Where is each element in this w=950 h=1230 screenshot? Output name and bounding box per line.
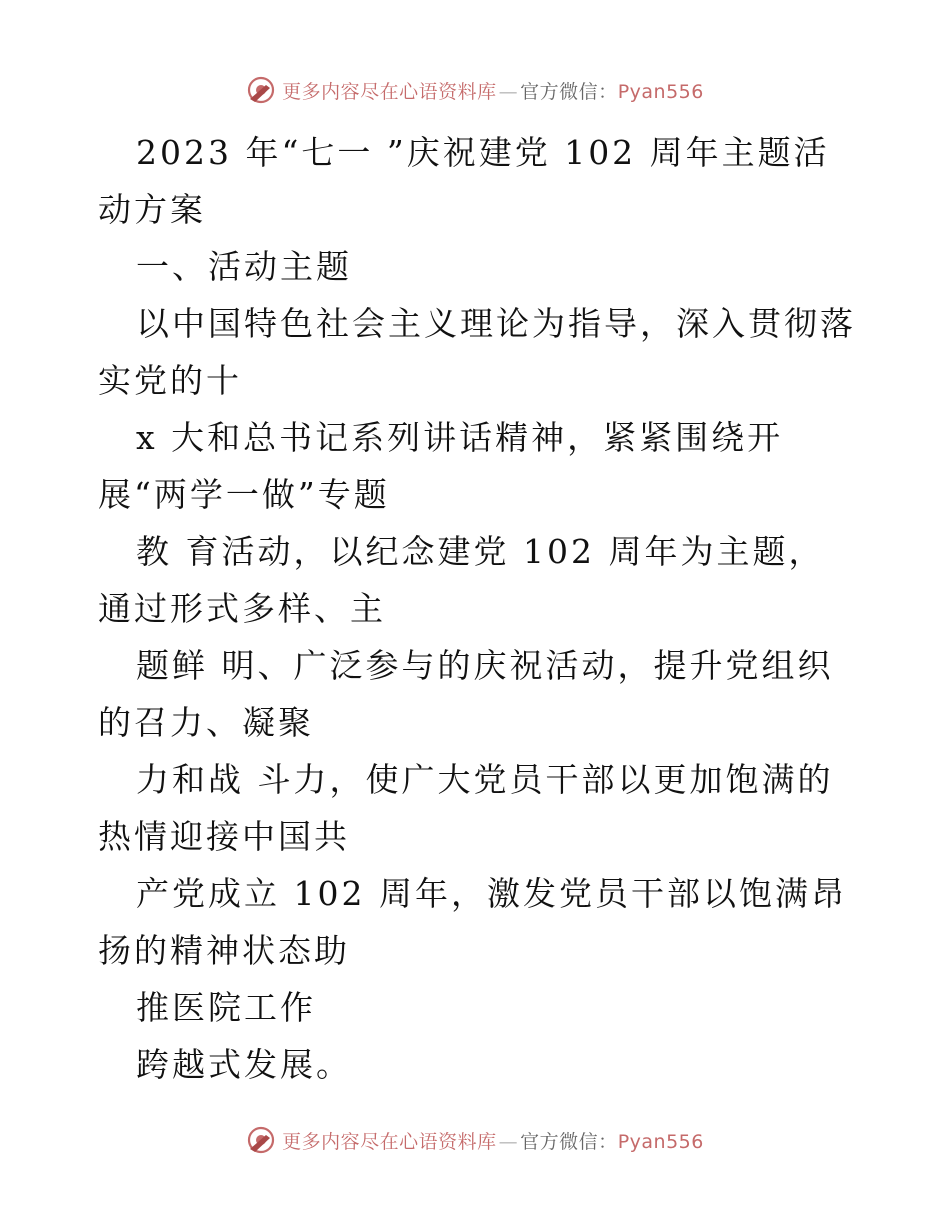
watermark-logo-icon (246, 1125, 276, 1155)
body-paragraph: x 大和总书记系列讲话精神，紧紧围绕开展“两学一做”专题 (98, 418, 784, 514)
body-paragraph: 力和战 斗力，使广大党员干部以更加饱满的热情迎接中国共 (98, 760, 834, 856)
body-paragraph: 推医院工作 (136, 988, 316, 1027)
body-paragraph: 教 育活动，以纪念建党 102 周年为主题，通过形式多样、主 (98, 532, 825, 628)
watermark-logo-icon (246, 75, 276, 105)
watermark-text: 更多内容尽在心语资料库 — 官方微信：Pyan556 (282, 1130, 704, 1153)
body-paragraph: 题鲜 明、广泛参与的庆祝活动，提升党组织的召力、凝聚 (98, 646, 834, 742)
body-paragraph: 以中国特色社会主义理论为指导，深入贯彻落实党的十 (98, 304, 856, 400)
body-paragraph: 跨越式发展。 (136, 1045, 352, 1084)
section-heading: 一、活动主题 (136, 247, 352, 286)
watermark-header (0, 70, 950, 110)
watermark-footer (0, 1120, 950, 1160)
body-paragraph: 产党成立 102 周年，激发党员干部以饱满昂扬的精神状态助 (98, 874, 847, 970)
document-title: 2023 年“七一 ”庆祝建党 102 周年主题活动方案 (98, 133, 830, 229)
document-body (98, 124, 858, 1093)
watermark-text: 更多内容尽在心语资料库 — 官方微信：Pyan556 (282, 80, 704, 103)
